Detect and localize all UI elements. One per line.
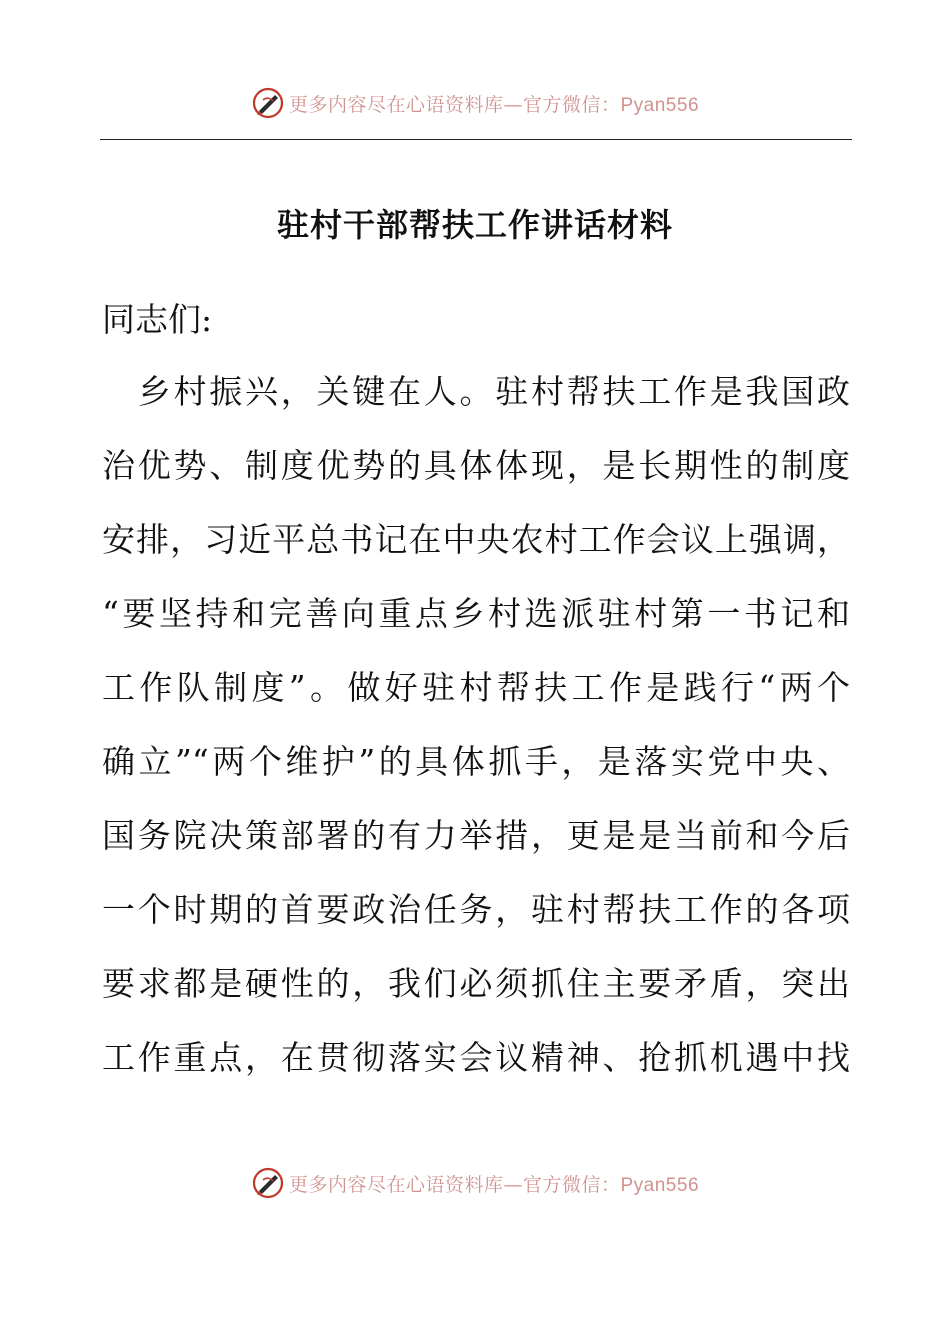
header-watermark xyxy=(0,83,950,123)
body-line: 要求都是硬性的，我们必须抓住主要矛盾，突出 xyxy=(102,964,850,1003)
body-line: 治优势、制度优势的具体体现，是长期性的制度 xyxy=(102,446,850,485)
watermark-wechat-id: Pyan556 xyxy=(620,1174,700,1196)
body-line: 确立”“两个维护”的具体抓手，是落实党中央、 xyxy=(102,742,850,781)
body-line: 乡村振兴，关键在人。驻村帮扶工作是我国政 xyxy=(102,372,850,411)
body-line: 工作队制度”。做好驻村帮扶工作是践行“两个 xyxy=(102,668,850,707)
body-line: 安排，习近平总书记在中央农村工作会议上强调， xyxy=(102,520,850,559)
salutation: 同志们: xyxy=(102,300,213,339)
watermark-text: 更多内容尽在心语资料库—官方微信： xyxy=(288,1173,621,1196)
body-line: “要坚持和完善向重点乡村选派驻村第一书记和 xyxy=(102,594,850,633)
watermark-text: 更多内容尽在心语资料库—官方微信： xyxy=(288,93,621,116)
document-title: 驻村干部帮扶工作讲话材料 xyxy=(276,206,673,244)
pen-circle-logo-icon xyxy=(251,86,285,120)
body-line: 国务院决策部署的有力举措，更是是当前和今后 xyxy=(102,816,850,855)
header-divider xyxy=(100,139,852,140)
pen-circle-logo-icon xyxy=(251,1166,285,1200)
body-line: 一个时期的首要政治任务，驻村帮扶工作的各项 xyxy=(102,890,850,929)
body-line: 工作重点，在贯彻落实会议精神、抢抓机遇中找 xyxy=(102,1038,850,1077)
footer-watermark xyxy=(0,1163,950,1203)
watermark-wechat-id: Pyan556 xyxy=(620,94,700,116)
